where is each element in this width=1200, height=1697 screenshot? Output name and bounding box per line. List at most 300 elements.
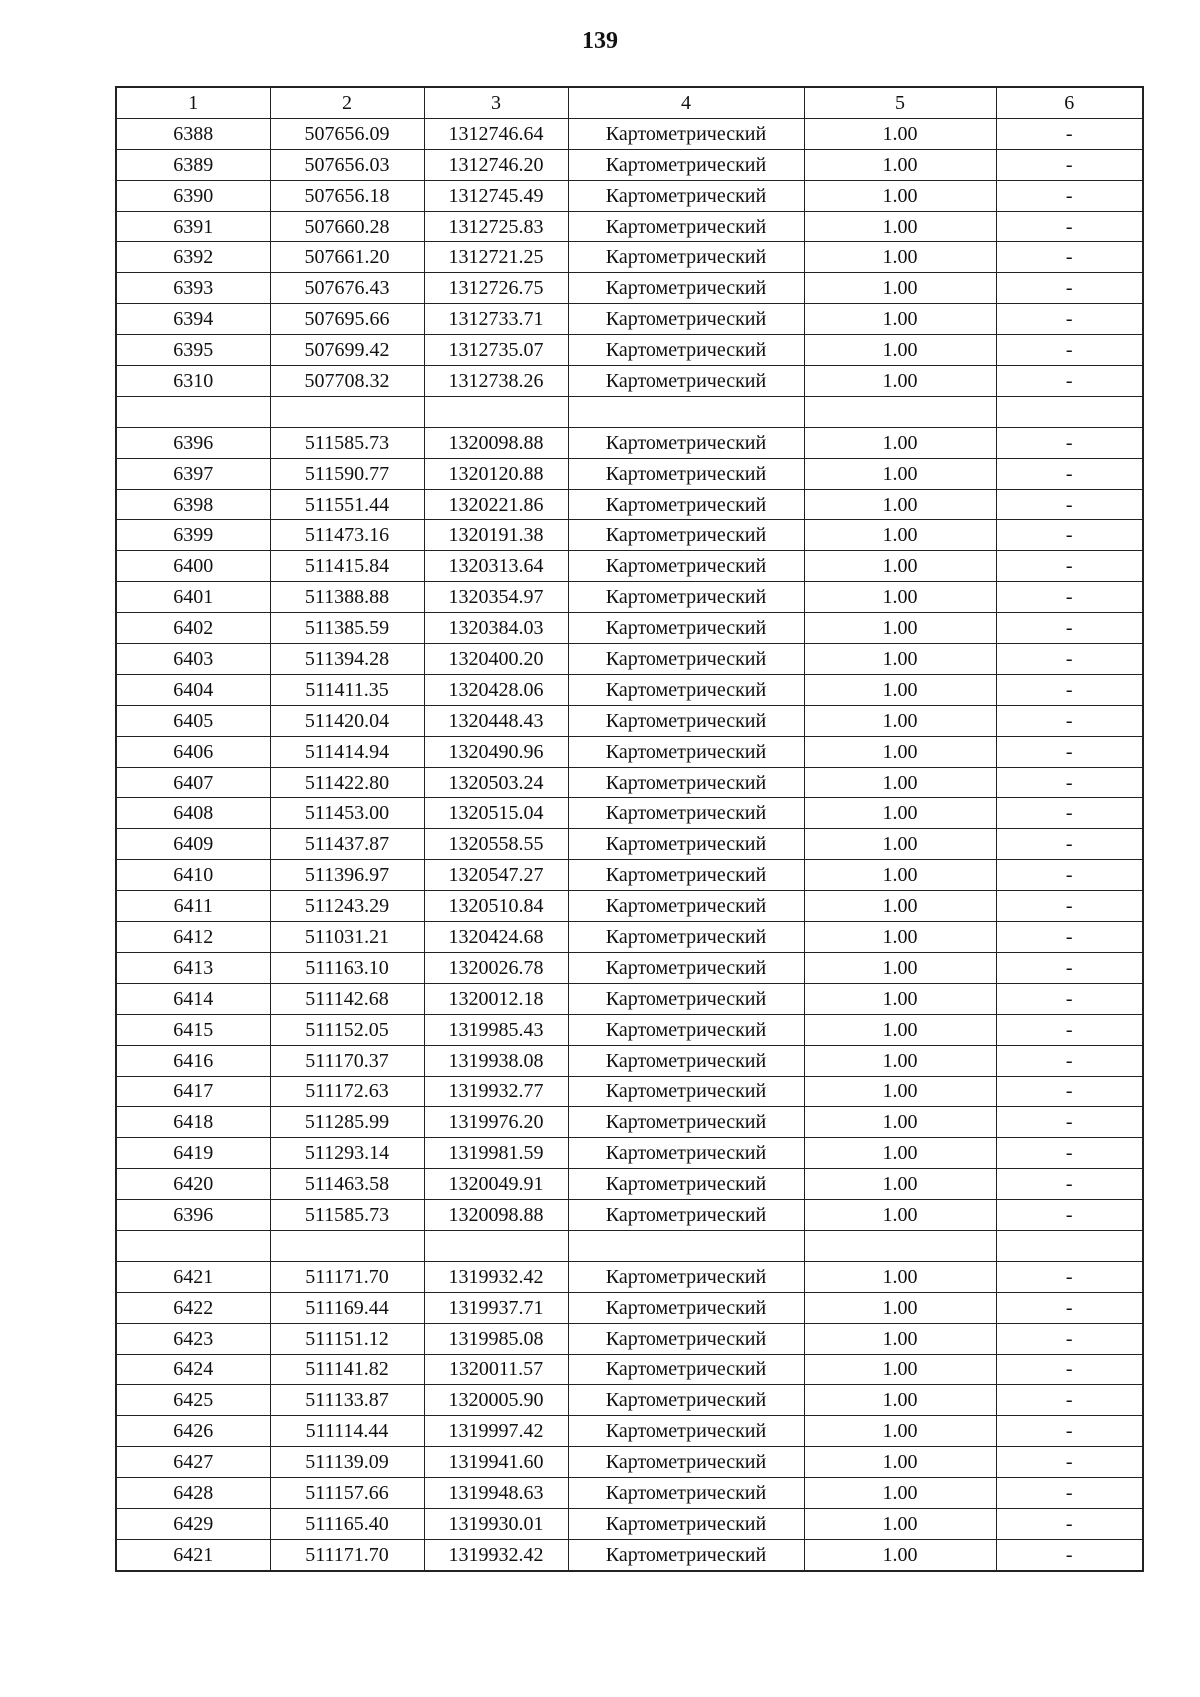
x-coordinate-cell: 511590.77 [270,458,424,489]
accuracy-cell: 1.00 [804,1045,996,1076]
note-cell: - [996,211,1143,242]
column-header: 2 [270,87,424,118]
x-coordinate-cell: 511142.68 [270,983,424,1014]
note-cell [996,396,1143,427]
table-row [116,983,1143,1014]
method-cell: Картометрический [568,767,804,798]
point-number-cell: 6390 [116,180,270,211]
note-cell: - [996,1539,1143,1570]
note-cell: - [996,1200,1143,1231]
note-cell: - [996,983,1143,1014]
method-cell: Картометрический [568,427,804,458]
method-cell: Картометрический [568,118,804,149]
point-number-cell: 6396 [116,1200,270,1231]
y-coordinate-cell: 1319985.43 [424,1014,568,1045]
y-coordinate-cell: 1319981.59 [424,1138,568,1169]
note-cell: - [996,1014,1143,1045]
point-number-cell: 6393 [116,273,270,304]
accuracy-cell: 1.00 [804,458,996,489]
point-number-cell: 6392 [116,242,270,273]
method-cell: Картометрический [568,1478,804,1509]
point-number-cell: 6408 [116,798,270,829]
x-coordinate-cell [270,396,424,427]
accuracy-cell: 1.00 [804,644,996,675]
table-row [116,118,1143,149]
table-row [116,1539,1143,1570]
table-row [116,242,1143,273]
x-coordinate-cell: 507660.28 [270,211,424,242]
table-row [116,520,1143,551]
note-cell: - [996,767,1143,798]
x-coordinate-cell: 511422.80 [270,767,424,798]
method-cell: Картометрический [568,1323,804,1354]
point-number-cell: 6428 [116,1478,270,1509]
method-cell: Картометрический [568,644,804,675]
method-cell: Картометрический [568,242,804,273]
accuracy-cell: 1.00 [804,1354,996,1385]
table-row [116,1138,1143,1169]
point-number-cell: 6388 [116,118,270,149]
table-row [116,335,1143,366]
point-number-cell: 6410 [116,860,270,891]
accuracy-cell: 1.00 [804,798,996,829]
y-coordinate-cell [424,1230,568,1261]
x-coordinate-cell: 511388.88 [270,582,424,613]
x-coordinate-cell: 511463.58 [270,1169,424,1200]
point-number-cell: 6426 [116,1416,270,1447]
y-coordinate-cell: 1320005.90 [424,1385,568,1416]
table-row [116,1354,1143,1385]
note-cell: - [996,1447,1143,1478]
table-row [116,891,1143,922]
point-number-cell: 6400 [116,551,270,582]
point-number-cell: 6418 [116,1107,270,1138]
table-row [116,1261,1143,1292]
x-coordinate-cell: 507708.32 [270,366,424,397]
accuracy-cell: 1.00 [804,1292,996,1323]
method-cell: Картометрический [568,582,804,613]
point-number-cell: 6415 [116,1014,270,1045]
accuracy-cell: 1.00 [804,767,996,798]
note-cell: - [996,891,1143,922]
method-cell: Картометрический [568,1138,804,1169]
point-number-cell: 6417 [116,1076,270,1107]
accuracy-cell: 1.00 [804,922,996,953]
note-cell: - [996,705,1143,736]
table-row [116,1292,1143,1323]
table-row [116,1076,1143,1107]
accuracy-cell: 1.00 [804,1508,996,1539]
table-row [116,1385,1143,1416]
table-row [116,211,1143,242]
y-coordinate-cell: 1320012.18 [424,983,568,1014]
x-coordinate-cell: 511551.44 [270,489,424,520]
note-cell: - [996,180,1143,211]
accuracy-cell: 1.00 [804,952,996,983]
note-cell: - [996,952,1143,983]
note-cell: - [996,1045,1143,1076]
method-cell: Картометрический [568,829,804,860]
y-coordinate-cell: 1320026.78 [424,952,568,983]
note-cell: - [996,736,1143,767]
y-coordinate-cell: 1319997.42 [424,1416,568,1447]
y-coordinate-cell: 1320191.38 [424,520,568,551]
x-coordinate-cell: 511396.97 [270,860,424,891]
accuracy-cell: 1.00 [804,1323,996,1354]
method-cell: Картометрический [568,613,804,644]
y-coordinate-cell: 1312733.71 [424,304,568,335]
table-row [116,1045,1143,1076]
method-cell [568,1230,804,1261]
method-cell: Картометрический [568,952,804,983]
point-number-cell: 6310 [116,366,270,397]
y-coordinate-cell: 1312725.83 [424,211,568,242]
table-row [116,1478,1143,1509]
method-cell: Картометрический [568,1416,804,1447]
table-row [116,551,1143,582]
note-cell: - [996,1076,1143,1107]
accuracy-cell [804,1230,996,1261]
y-coordinate-cell: 1319932.42 [424,1261,568,1292]
table-row [116,1107,1143,1138]
column-header: 6 [996,87,1143,118]
point-number-cell: 6396 [116,427,270,458]
point-number-cell: 6409 [116,829,270,860]
y-coordinate-cell: 1320221.86 [424,489,568,520]
note-cell [996,1230,1143,1261]
x-coordinate-cell: 511152.05 [270,1014,424,1045]
accuracy-cell: 1.00 [804,613,996,644]
x-coordinate-cell: 511139.09 [270,1447,424,1478]
column-header: 4 [568,87,804,118]
column-header: 3 [424,87,568,118]
table-row [116,674,1143,705]
table-row [116,304,1143,335]
note-cell: - [996,427,1143,458]
accuracy-cell: 1.00 [804,1014,996,1045]
page-number: 139 [582,28,618,54]
table-row [116,922,1143,953]
point-number-cell: 6416 [116,1045,270,1076]
point-number-cell [116,396,270,427]
method-cell: Картометрический [568,366,804,397]
method-cell: Картометрический [568,1045,804,1076]
point-number-cell: 6423 [116,1323,270,1354]
accuracy-cell: 1.00 [804,1076,996,1107]
x-coordinate-cell: 511163.10 [270,952,424,983]
x-coordinate-cell: 511293.14 [270,1138,424,1169]
y-coordinate-cell: 1320354.97 [424,582,568,613]
accuracy-cell: 1.00 [804,1200,996,1231]
accuracy-cell: 1.00 [804,366,996,397]
method-cell: Картометрический [568,458,804,489]
note-cell: - [996,149,1143,180]
method-cell: Картометрический [568,1261,804,1292]
y-coordinate-cell: 1320490.96 [424,736,568,767]
method-cell: Картометрический [568,304,804,335]
note-cell: - [996,1416,1143,1447]
note-cell: - [996,1323,1143,1354]
point-number-cell: 6414 [116,983,270,1014]
method-cell: Картометрический [568,983,804,1014]
x-coordinate-cell: 511172.63 [270,1076,424,1107]
table-row [116,1169,1143,1200]
accuracy-cell: 1.00 [804,736,996,767]
y-coordinate-cell: 1320428.06 [424,674,568,705]
table-body [116,118,1143,1570]
note-cell: - [996,1138,1143,1169]
method-cell: Картометрический [568,1539,804,1570]
table-row [116,644,1143,675]
x-coordinate-cell: 507695.66 [270,304,424,335]
y-coordinate-cell: 1319985.08 [424,1323,568,1354]
point-number-cell: 6421 [116,1539,270,1570]
x-coordinate-cell: 511385.59 [270,613,424,644]
point-number-cell: 6419 [116,1138,270,1169]
point-number-cell: 6413 [116,952,270,983]
method-cell: Картометрический [568,1169,804,1200]
note-cell: - [996,1169,1143,1200]
table-row [116,149,1143,180]
y-coordinate-cell: 1320120.88 [424,458,568,489]
x-coordinate-cell: 511453.00 [270,798,424,829]
table-row [116,427,1143,458]
method-cell: Картометрический [568,180,804,211]
x-coordinate-cell: 511157.66 [270,1478,424,1509]
method-cell: Картометрический [568,674,804,705]
x-coordinate-cell: 511114.44 [270,1416,424,1447]
table-row [116,705,1143,736]
note-cell: - [996,489,1143,520]
accuracy-cell: 1.00 [804,983,996,1014]
note-cell: - [996,273,1143,304]
x-coordinate-cell: 511473.16 [270,520,424,551]
table-row [116,798,1143,829]
y-coordinate-cell: 1319932.77 [424,1076,568,1107]
y-coordinate-cell: 1320098.88 [424,1200,568,1231]
accuracy-cell: 1.00 [804,520,996,551]
method-cell: Картометрический [568,1292,804,1323]
note-cell: - [996,860,1143,891]
accuracy-cell: 1.00 [804,427,996,458]
accuracy-cell: 1.00 [804,1261,996,1292]
x-coordinate-cell: 511394.28 [270,644,424,675]
table-row [116,613,1143,644]
note-cell: - [996,1385,1143,1416]
accuracy-cell: 1.00 [804,304,996,335]
x-coordinate-cell: 511415.84 [270,551,424,582]
method-cell: Картометрический [568,705,804,736]
x-coordinate-cell: 511414.94 [270,736,424,767]
x-coordinate-cell: 511585.73 [270,1200,424,1231]
y-coordinate-cell: 1312746.20 [424,149,568,180]
x-coordinate-cell: 507676.43 [270,273,424,304]
column-header: 1 [116,87,270,118]
table-row [116,860,1143,891]
y-coordinate-cell: 1312745.49 [424,180,568,211]
note-cell: - [996,304,1143,335]
accuracy-cell: 1.00 [804,1385,996,1416]
point-number-cell: 6424 [116,1354,270,1385]
x-coordinate-cell: 511169.44 [270,1292,424,1323]
method-cell: Картометрический [568,1447,804,1478]
point-number-cell: 6429 [116,1508,270,1539]
note-cell: - [996,551,1143,582]
method-cell: Картометрический [568,211,804,242]
note-cell: - [996,1354,1143,1385]
method-cell: Картометрический [568,1076,804,1107]
y-coordinate-cell: 1320384.03 [424,613,568,644]
note-cell: - [996,1292,1143,1323]
y-coordinate-cell: 1320448.43 [424,705,568,736]
y-coordinate-cell: 1319938.08 [424,1045,568,1076]
point-number-cell: 6412 [116,922,270,953]
x-coordinate-cell: 511585.73 [270,427,424,458]
accuracy-cell: 1.00 [804,1447,996,1478]
method-cell: Картометрический [568,860,804,891]
accuracy-cell: 1.00 [804,489,996,520]
point-number-cell: 6397 [116,458,270,489]
accuracy-cell: 1.00 [804,1539,996,1570]
point-number-cell: 6427 [116,1447,270,1478]
method-cell: Картометрический [568,1508,804,1539]
y-coordinate-cell: 1320515.04 [424,798,568,829]
accuracy-cell: 1.00 [804,1478,996,1509]
y-coordinate-cell: 1320503.24 [424,767,568,798]
note-cell: - [996,829,1143,860]
method-cell: Картометрический [568,1385,804,1416]
y-coordinate-cell: 1320547.27 [424,860,568,891]
table-row [116,1416,1143,1447]
method-cell: Картометрический [568,891,804,922]
y-coordinate-cell: 1320049.91 [424,1169,568,1200]
accuracy-cell: 1.00 [804,1416,996,1447]
y-coordinate-cell [424,396,568,427]
point-number-cell: 6407 [116,767,270,798]
note-cell: - [996,1261,1143,1292]
note-cell: - [996,798,1143,829]
y-coordinate-cell: 1319932.42 [424,1539,568,1570]
note-cell: - [996,582,1143,613]
method-cell: Картометрический [568,1107,804,1138]
x-coordinate-cell: 507661.20 [270,242,424,273]
method-cell: Картометрический [568,1014,804,1045]
point-number-cell [116,1230,270,1261]
x-coordinate-cell: 511437.87 [270,829,424,860]
x-coordinate-cell: 507656.18 [270,180,424,211]
point-number-cell: 6391 [116,211,270,242]
table-row [116,1508,1143,1539]
note-cell: - [996,335,1143,366]
method-cell: Картометрический [568,489,804,520]
method-cell: Картометрический [568,149,804,180]
note-cell: - [996,613,1143,644]
accuracy-cell: 1.00 [804,335,996,366]
accuracy-cell: 1.00 [804,705,996,736]
x-coordinate-cell: 511171.70 [270,1539,424,1570]
point-number-cell: 6411 [116,891,270,922]
x-coordinate-cell: 507656.03 [270,149,424,180]
table-row [116,1323,1143,1354]
table-row [116,366,1143,397]
table-row [116,458,1143,489]
y-coordinate-cell: 1319930.01 [424,1508,568,1539]
y-coordinate-cell: 1312721.25 [424,242,568,273]
table-row [116,396,1143,427]
method-cell: Картометрический [568,736,804,767]
accuracy-cell: 1.00 [804,891,996,922]
accuracy-cell: 1.00 [804,149,996,180]
x-coordinate-cell: 507699.42 [270,335,424,366]
header-row [116,87,1143,118]
accuracy-cell: 1.00 [804,1138,996,1169]
x-coordinate-cell: 511243.29 [270,891,424,922]
table-row [116,736,1143,767]
point-number-cell: 6394 [116,304,270,335]
note-cell: - [996,644,1143,675]
x-coordinate-cell: 511165.40 [270,1508,424,1539]
point-number-cell: 6405 [116,705,270,736]
accuracy-cell: 1.00 [804,273,996,304]
y-coordinate-cell: 1319948.63 [424,1478,568,1509]
table-row [116,829,1143,860]
x-coordinate-cell: 511031.21 [270,922,424,953]
table-row [116,1447,1143,1478]
note-cell: - [996,242,1143,273]
note-cell: - [996,1478,1143,1509]
method-cell [568,396,804,427]
x-coordinate-cell: 511171.70 [270,1261,424,1292]
x-coordinate-cell: 511151.12 [270,1323,424,1354]
y-coordinate-cell: 1312726.75 [424,273,568,304]
accuracy-cell: 1.00 [804,211,996,242]
note-cell: - [996,1508,1143,1539]
y-coordinate-cell: 1312738.26 [424,366,568,397]
method-cell: Картометрический [568,798,804,829]
x-coordinate-cell: 511285.99 [270,1107,424,1138]
y-coordinate-cell: 1319937.71 [424,1292,568,1323]
accuracy-cell: 1.00 [804,674,996,705]
x-coordinate-cell: 507656.09 [270,118,424,149]
accuracy-cell: 1.00 [804,118,996,149]
accuracy-cell: 1.00 [804,180,996,211]
y-coordinate-cell: 1319976.20 [424,1107,568,1138]
y-coordinate-cell: 1312746.64 [424,118,568,149]
accuracy-cell: 1.00 [804,551,996,582]
x-coordinate-cell [270,1230,424,1261]
x-coordinate-cell: 511170.37 [270,1045,424,1076]
column-header: 5 [804,87,996,118]
accuracy-cell: 1.00 [804,582,996,613]
accuracy-cell: 1.00 [804,860,996,891]
point-number-cell: 6399 [116,520,270,551]
y-coordinate-cell: 1320011.57 [424,1354,568,1385]
accuracy-cell: 1.00 [804,1107,996,1138]
coordinates-table [115,86,1144,1572]
x-coordinate-cell: 511420.04 [270,705,424,736]
table-row [116,489,1143,520]
note-cell: - [996,1107,1143,1138]
table-row [116,1014,1143,1045]
point-number-cell: 6421 [116,1261,270,1292]
table-row [116,1230,1143,1261]
table-row [116,952,1143,983]
x-coordinate-cell: 511141.82 [270,1354,424,1385]
method-cell: Картометрический [568,273,804,304]
table-row [116,582,1143,613]
table-row [116,1200,1143,1231]
point-number-cell: 6398 [116,489,270,520]
